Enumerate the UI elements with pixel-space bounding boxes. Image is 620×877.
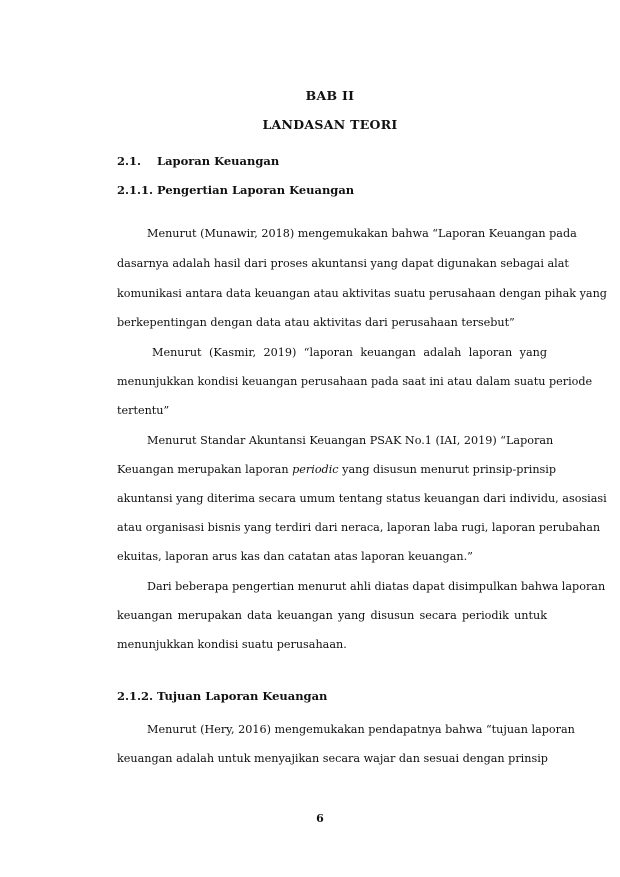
paragraph-3-line-2-a: Keuangan merupakan laporan — [117, 463, 289, 476]
paragraph-2-line-1: Menurut (Kasmir, 2019) “laporan keuangan adalah laporan yang — [152, 346, 547, 359]
paragraph-5-line-2: keuangan adalah untuk menyajikan secara wajar dan sesuai dengan prinsip — [117, 752, 548, 765]
paragraph-3-line-4: atau organisasi bisnis yang terdiri dari neraca, laporan laba rugi, laporan perubahan — [117, 521, 601, 534]
chapter-title: LANDASAN TEORI — [262, 117, 398, 132]
page-number: 6 — [316, 812, 324, 825]
paragraph-5-line-1: Menurut (Hery, 2016) mengemukakan pendapatnya bahwa “tujuan laporan — [147, 723, 575, 736]
paragraph-1-line-2: dasarnya adalah hasil dari proses akuntansi yang dapat digunakan sebagai alat — [117, 257, 569, 270]
paragraph-4-line-3: menunjukkan kondisi suatu perusahaan. — [117, 638, 347, 651]
paragraph-4-line-2: keuangan merupakan data keuangan yang disusun secara periodik untuk — [117, 609, 547, 622]
paragraph-3-line-2-b: yang disusun menurut prinsip-prinsip — [342, 463, 557, 476]
section-2-1-heading: Laporan Keuangan — [157, 154, 280, 168]
paragraph-3-line-5: ekuitas, laporan arus kas dan catatan atas laporan keuangan.” — [117, 550, 473, 563]
paragraph-1-line-1: Menurut (Munawir, 2018) mengemukakan bahwa “Laporan Keuangan pada — [147, 227, 577, 240]
paragraph-1-line-4: berkepentingan dengan data atau aktivitas dari perusahaan tersebut” — [117, 316, 515, 329]
paragraph-3-line-3: akuntansi yang diterima secara umum tentang status keuangan dari individu, asosiasi — [117, 492, 607, 505]
chapter-heading: BAB II — [305, 88, 355, 103]
paragraph-4-line-1: Dari beberapa pengertian menurut ahli diatas dapat disimpulkan bahwa laporan — [147, 580, 606, 593]
section-2-1-1-heading: 2.1.1. Pengertian Laporan Keuangan — [117, 183, 355, 197]
periodic-term: periodic — [292, 463, 339, 476]
paragraph-2-line-3: tertentu” — [117, 404, 170, 417]
section-2-1-2-number: 2.1.2. — [117, 689, 154, 703]
paragraph-1-line-3: komunikasi antara data keuangan atau aktivitas suatu perusahaan dengan pihak yang — [117, 287, 607, 300]
paragraph-3-line-2 — [117, 463, 557, 476]
section-2-1-number: 2.1. — [117, 154, 142, 168]
section-2-1-2-heading: Tujuan Laporan Keuangan — [157, 689, 328, 703]
paragraph-3-line-1: Menurut Standar Akuntansi Keuangan PSAK No.1 (IAI, 2019) “Laporan — [147, 434, 554, 447]
paragraph-2-line-2: menunjukkan kondisi keuangan perusahaan pada saat ini atau dalam suatu periode — [117, 375, 593, 388]
